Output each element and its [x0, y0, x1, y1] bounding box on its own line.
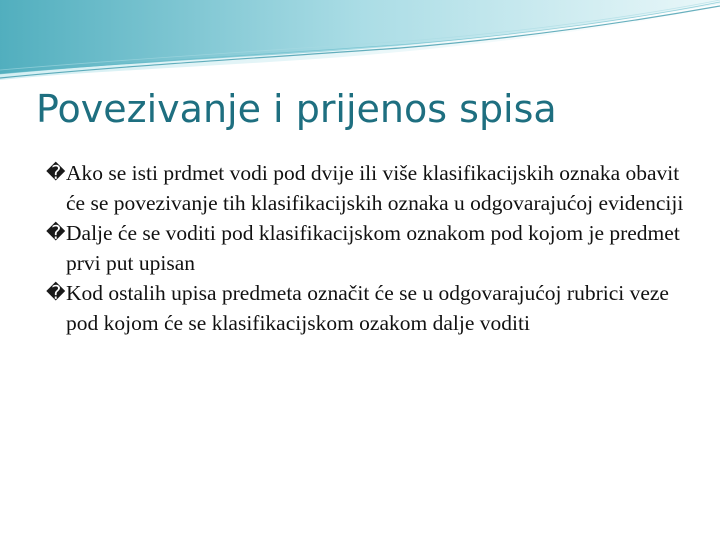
- bullet-icon: �: [46, 282, 66, 304]
- slide-title: Povezivanje i prijenos spisa: [36, 87, 557, 131]
- bullet-text: Kod ostalih upisa predmeta označit će se u odgovarajućoj rubrici veze pod kojom će se klasifikacijskom ozakom dalje voditi: [66, 281, 669, 335]
- list-item: [46, 278, 686, 338]
- bullet-icon: �: [46, 162, 66, 184]
- bullet-text: Dalje će se voditi pod klasifikacijskom oznakom pod kojom je predmet prvi put upisan: [66, 221, 680, 275]
- bullet-list: [46, 158, 686, 338]
- bullet-text: Ako se isti prdmet vodi pod dvije ili više klasifikacijskih oznaka obavit će se povezivanje tih klasifikacijskih oznaka u odgovarajućoj evidenciji: [66, 161, 684, 215]
- bullet-icon: �: [46, 222, 66, 244]
- list-item: [46, 218, 686, 278]
- header-wave-decoration: [0, 0, 720, 90]
- list-item: [46, 158, 686, 218]
